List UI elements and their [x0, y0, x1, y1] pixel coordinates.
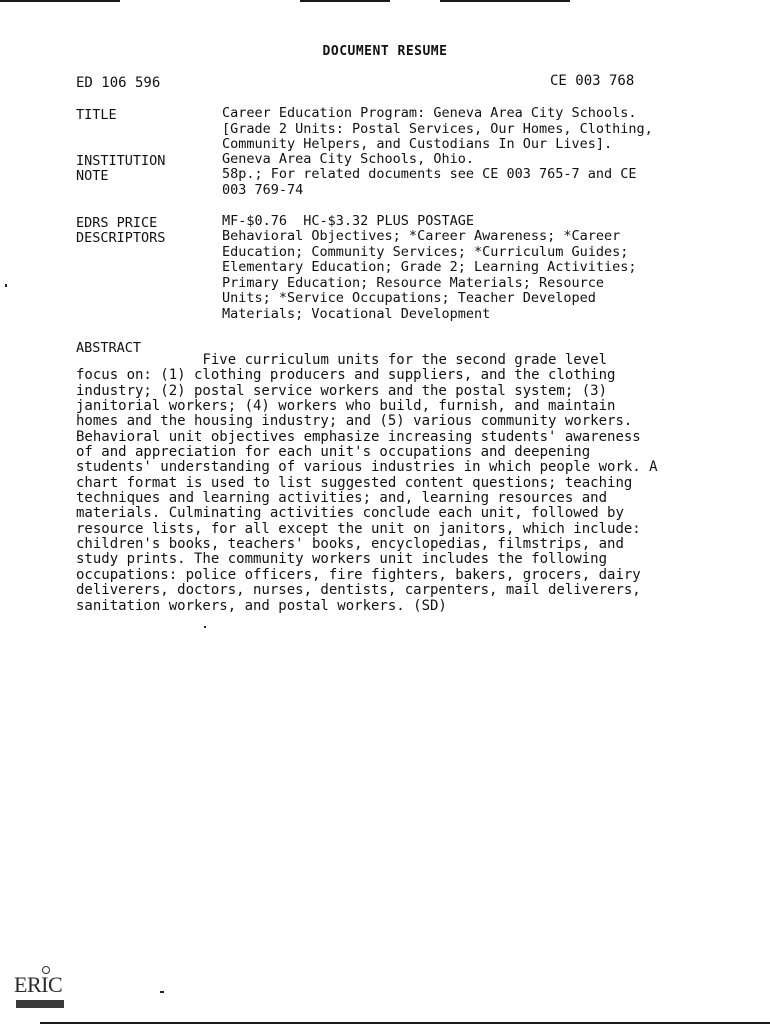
- ed-number: ED 106 596: [76, 75, 161, 91]
- institution-value: Geneva Area City Schools, Ohio.: [222, 151, 474, 167]
- edrs-price-value: MF-$0.76 HC-$3.32 PLUS POSTAGE: [222, 213, 474, 229]
- document-title: DOCUMENT RESUME: [322, 44, 448, 59]
- abstract-text: Five curriculum units for the second grade level focus on: (1) clothing producers and suppliers, and the clothing industry; (2) postal service workers and the postal system; (3) janitorial workers; (4) workers who build, furnish, and maintain homes and the housing industry; and (5) various community workers. Behavioral unit objectives emphasize increasing students' awareness of and appreciation for each unit's occupations and deepening students' understanding of various industries in which people work. A chart format is used to list suggested content questions; teaching techniques and learning activities; and, learning resources and materials. Culminating activities conclude each unit, followed by resource lists, for all except the unit on janitors, which include: children's books, teachers' books, encyclopedias, filmstrips, and study prints. The community workers unit includes the following occupations: police officers, fire fighters, bakers, grocers, dairy deliverers, doctors, nurses, dentists, carpenters, mail deliverers, sanitation workers, and postal workers. (SD): [76, 352, 658, 614]
- eric-logo: [14, 964, 72, 1010]
- title-label: TITLE: [76, 107, 117, 123]
- ce-number: CE 003 768: [550, 73, 635, 89]
- scan-speck: [160, 991, 164, 993]
- descriptors-label: DESCRIPTORS: [76, 230, 166, 246]
- note-value: 58p.; For related documents see CE 003 765-7 and CE 003 769-74: [222, 166, 637, 198]
- abstract-label: ABSTRACT: [76, 340, 142, 356]
- scan-edge-top-middle: [300, 0, 390, 2]
- scan-speck: [5, 284, 7, 287]
- institution-label: INSTITUTION: [76, 153, 166, 169]
- descriptors-value: Behavioral Objectives; *Career Awareness; *Career Education; Community Services; *Curriculum Guides; Elementary Education; Grade 2; Learning Activities; Primary Education; Resource Materials; Resource Units; *Service Occupations; Teacher Developed Materials; Vocational Development: [222, 228, 637, 322]
- title-value: Career Education Program: Geneva Area City Schools. [Grade 2 Units: Postal Services, Our Homes, Clothing, Community Helpers, and Custodians In Our Lives].: [222, 105, 653, 152]
- scan-edge-top-right: [440, 0, 570, 2]
- scan-speck: [204, 626, 206, 628]
- edrs-price-label: EDRS PRICE: [76, 215, 158, 231]
- eric-logo-text: ERIC: [14, 972, 63, 997]
- scan-edge-top-left: [0, 0, 120, 2]
- note-label: NOTE: [76, 168, 109, 184]
- eric-logo-bar: [16, 1000, 64, 1008]
